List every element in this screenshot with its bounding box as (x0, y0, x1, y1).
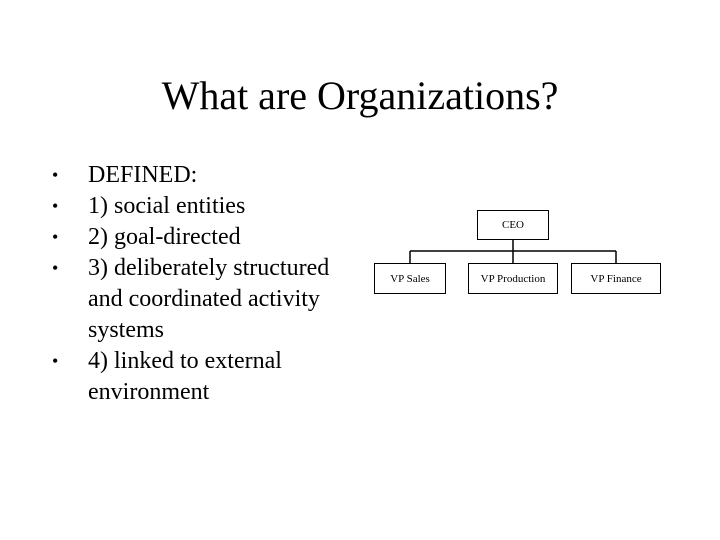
bullet-icon: • (52, 227, 59, 247)
org-box-ceo (477, 210, 549, 240)
bullet-text: 1) social entities (88, 193, 246, 219)
org-box-label: VP Finance (590, 272, 642, 285)
bullet-icon: • (52, 258, 59, 278)
org-box-vp-production (468, 263, 558, 294)
org-box-vp-finance (571, 263, 661, 294)
bullet-text: 2) goal-directed (88, 224, 241, 250)
org-box-label: VP Production (480, 272, 546, 285)
bullet-icon: • (52, 351, 59, 371)
bullet-icon: • (52, 165, 59, 185)
org-box-label: VP Sales (390, 272, 430, 285)
bullet-text: 4) linked to external environment (88, 348, 282, 405)
org-box-vp-sales (374, 263, 446, 294)
org-box-label: CEO (502, 219, 524, 231)
slide-title: What are Organizations? (161, 73, 559, 118)
bullet-icon: • (52, 196, 59, 216)
bullet-text: DEFINED: (88, 162, 198, 188)
bullet-text: 3) deliberately structured and coordinated activity systems (88, 255, 330, 343)
